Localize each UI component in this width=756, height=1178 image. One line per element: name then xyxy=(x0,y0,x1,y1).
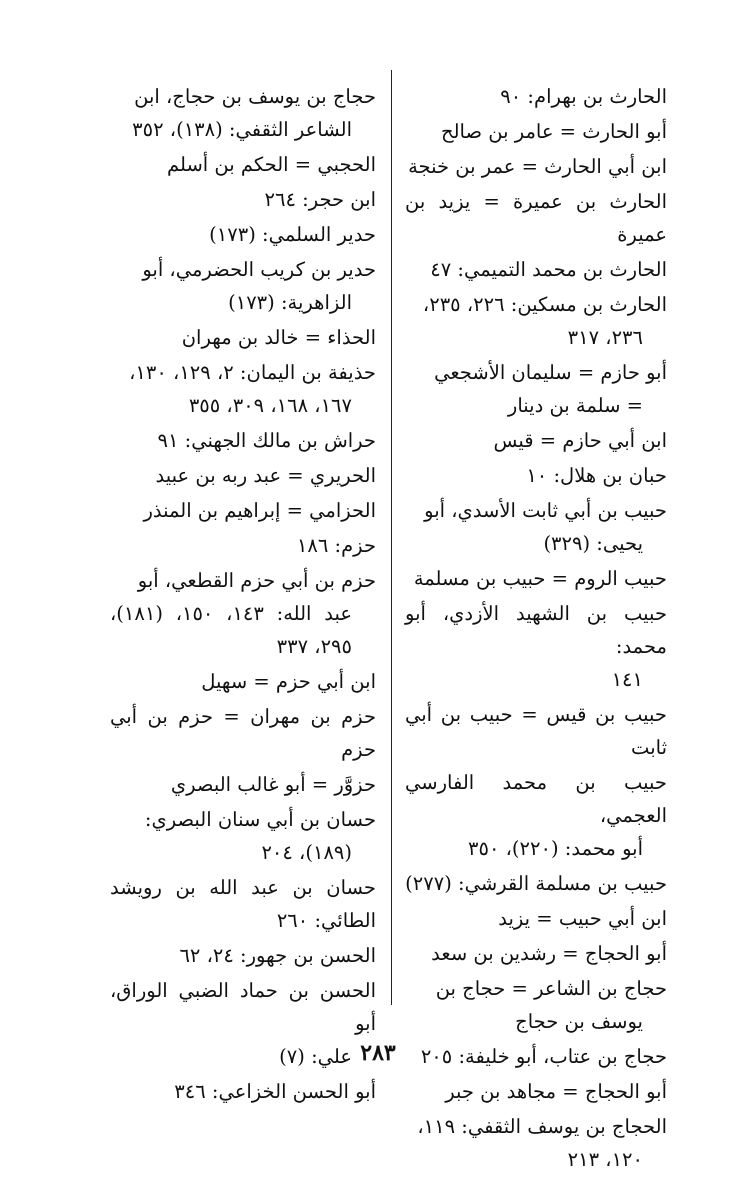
index-entry xyxy=(405,1110,667,1176)
index-entry-text: حبيب بن محمد الفارسي العجمي، xyxy=(405,771,667,827)
index-entry xyxy=(110,665,376,698)
index-entry-text: حزم: ١٨٦ xyxy=(296,534,376,557)
index-entry-continuation: = سلمة بن دينار xyxy=(507,394,643,417)
index-entry-text: حبيب بن أبي ثابت الأسدي، أبو xyxy=(424,499,667,522)
index-entry xyxy=(110,768,376,801)
index-entry xyxy=(110,183,376,216)
index-entry-text: حزوَّر = أبو غالب البصري xyxy=(170,773,376,796)
index-entry-text: الحارث بن بهرام: ٩٠ xyxy=(500,85,667,108)
index-entry-text: حسان بن عبد الله بن رويشد الطائي: ٢٦٠ xyxy=(110,876,376,932)
index-column-right xyxy=(405,80,667,1178)
index-entry xyxy=(110,148,376,181)
index-entry xyxy=(110,1075,376,1108)
index-entry xyxy=(405,80,667,113)
index-entry xyxy=(405,288,667,354)
index-entry-continuation: علي: (٧) xyxy=(279,1045,352,1068)
index-entry-text: حراش بن مالك الجهني: ٩١ xyxy=(157,429,376,452)
index-entry xyxy=(405,698,667,764)
index-entry-text: حبيب الروم = حبيب بن مسلمة xyxy=(413,567,667,590)
index-entry xyxy=(405,867,667,900)
index-entry-text: حزم بن أبي حزم القطعي، أبو xyxy=(137,569,376,592)
index-entry-continuation: الزاهرية: (١٧٣) xyxy=(228,291,352,314)
index-entry-continuation: ١٤١ xyxy=(611,668,643,691)
index-entry xyxy=(110,700,376,766)
index-entry xyxy=(110,321,376,354)
index-entry xyxy=(110,494,376,527)
index-entry-text: الحسن بن جهور: ٢٤، ٦٢ xyxy=(179,944,376,967)
index-entry-text: الحسن بن حماد الضبي الوراق، أبو xyxy=(110,979,376,1035)
index-entry xyxy=(405,459,667,492)
index-entry-text: ابن أبي حازم = قيس xyxy=(493,429,667,452)
index-entry xyxy=(405,424,667,457)
index-entry-text: أبو حازم = سليمان الأشجعي xyxy=(434,361,667,384)
index-entry xyxy=(110,459,376,492)
index-entry-continuation: عبد الله: ١٤٣، ١٥٠، (١٨١)، ٢٩٥، ٣٣٧ xyxy=(110,602,352,658)
index-entry-continuation: أبو محمد: (٢٢٠)، ٣٥٠ xyxy=(468,837,643,860)
index-entry-text: الحارث بن محمد التميمي: ٤٧ xyxy=(430,258,667,281)
index-entry-continuation: الشاعر الثقفي: (١٣٨)، ٣٥٢ xyxy=(132,118,352,141)
index-entry-text: أبو الحارث = عامر بن صالح xyxy=(441,120,667,143)
index-entry xyxy=(405,253,667,286)
index-entry-text: الحذاء = خالد بن مهران xyxy=(181,326,376,349)
index-entry xyxy=(405,902,667,935)
index-entry xyxy=(405,494,667,560)
index-entry-text: حذيفة بن اليمان: ٢، ١٢٩، ١٣٠، xyxy=(129,361,376,384)
index-entry xyxy=(405,766,667,865)
index-entry-text: أبو الحجاج = مجاهد بن جبر xyxy=(445,1080,667,1103)
index-entry xyxy=(110,218,376,251)
index-entry xyxy=(405,185,667,251)
index-entry-continuation: ٢٣٦، ٣١٧ xyxy=(567,326,643,349)
index-entry xyxy=(110,529,376,562)
index-entry xyxy=(110,939,376,972)
index-entry-text: حزم بن مهران = حزم بن أبي حزم xyxy=(110,705,376,761)
index-entry-text: أبو الحسن الخزاعي: ٣٤٦ xyxy=(174,1080,376,1103)
index-entry xyxy=(110,871,376,937)
index-entry xyxy=(405,597,667,696)
index-entry-text: الحريري = عبد ربه بن عبيد xyxy=(155,464,376,487)
index-entry-continuation: (١٨٩)، ٢٠٤ xyxy=(261,841,352,864)
index-entry xyxy=(405,937,667,970)
index-entry-text: حدير السلمي: (١٧٣) xyxy=(209,223,376,246)
index-entry xyxy=(405,356,667,422)
index-entry-text: حجاج بن عتاب، أبو خليفة: ٢٠٥ xyxy=(420,1045,667,1068)
index-entry-text: حبيب بن مسلمة القرشي: (٢٧٧) xyxy=(405,872,667,895)
index-entry-text: حدير بن كريب الحضرمي، أبو xyxy=(142,258,376,281)
index-entry-text: حجاج بن يوسف بن حجاج، ابن xyxy=(134,85,376,108)
index-entry-text: الحارث بن مسكين: ٢٢٦، ٢٣٥، xyxy=(422,293,667,316)
index-entry xyxy=(405,1075,667,1108)
index-entry-text: ابن أبي حبيب = يزيد xyxy=(498,907,667,930)
index-entry-continuation: يحيى: (٣٢٩) xyxy=(543,532,643,555)
index-entry-text: الحارث بن عميرة = يزيد بن عميرة xyxy=(405,190,667,246)
index-entry xyxy=(110,356,376,422)
index-entry xyxy=(110,803,376,869)
index-entry-text: ابن حجر: ٢٦٤ xyxy=(264,188,376,211)
index-entry-text: أبو الحجاج = رشدين بن سعد xyxy=(431,942,667,965)
column-divider xyxy=(391,70,392,1005)
index-entry-text: ابن أبي حزم = سهيل xyxy=(201,670,376,693)
index-entry-text: حسان بن أبي سنان البصري: xyxy=(144,808,376,831)
index-entry-continuation: ١٦٧، ١٦٨، ٣٠٩، ٣٥٥ xyxy=(188,394,352,417)
index-entry xyxy=(405,115,667,148)
index-entry xyxy=(110,253,376,319)
index-entry xyxy=(110,80,376,146)
index-entry-text: حبيب بن قيس = حبيب بن أبي ثابت xyxy=(405,703,667,759)
index-entry xyxy=(405,972,667,1038)
index-entry xyxy=(405,150,667,183)
index-entry-continuation: ١٢٠، ٢١٣ xyxy=(567,1148,643,1171)
index-entry-text: حبيب بن الشهيد الأزدي، أبو محمد: xyxy=(405,602,667,658)
index-entry xyxy=(405,562,667,595)
index-entry-text: الحجبي = الحكم بن أسلم xyxy=(167,153,376,176)
index-entry-text: حجاج بن الشاعر = حجاج بن xyxy=(435,977,667,1000)
index-entry-continuation: يوسف بن حجاج xyxy=(515,1010,643,1033)
index-entry-text: ابن أبي الحارث = عمر بن خنجة xyxy=(408,155,667,178)
index-entry xyxy=(110,424,376,457)
page-number: ٢٨٣ xyxy=(360,1040,396,1066)
index-entry-text: الحجاج بن يوسف الثقفي: ١١٩، xyxy=(417,1115,667,1138)
index-entry-text: حبان بن هلال: ١٠ xyxy=(526,464,667,487)
index-entry xyxy=(110,564,376,663)
index-column-left xyxy=(110,80,376,1110)
index-entry-text: الحزامي = إبراهيم بن المنذر xyxy=(143,499,376,522)
